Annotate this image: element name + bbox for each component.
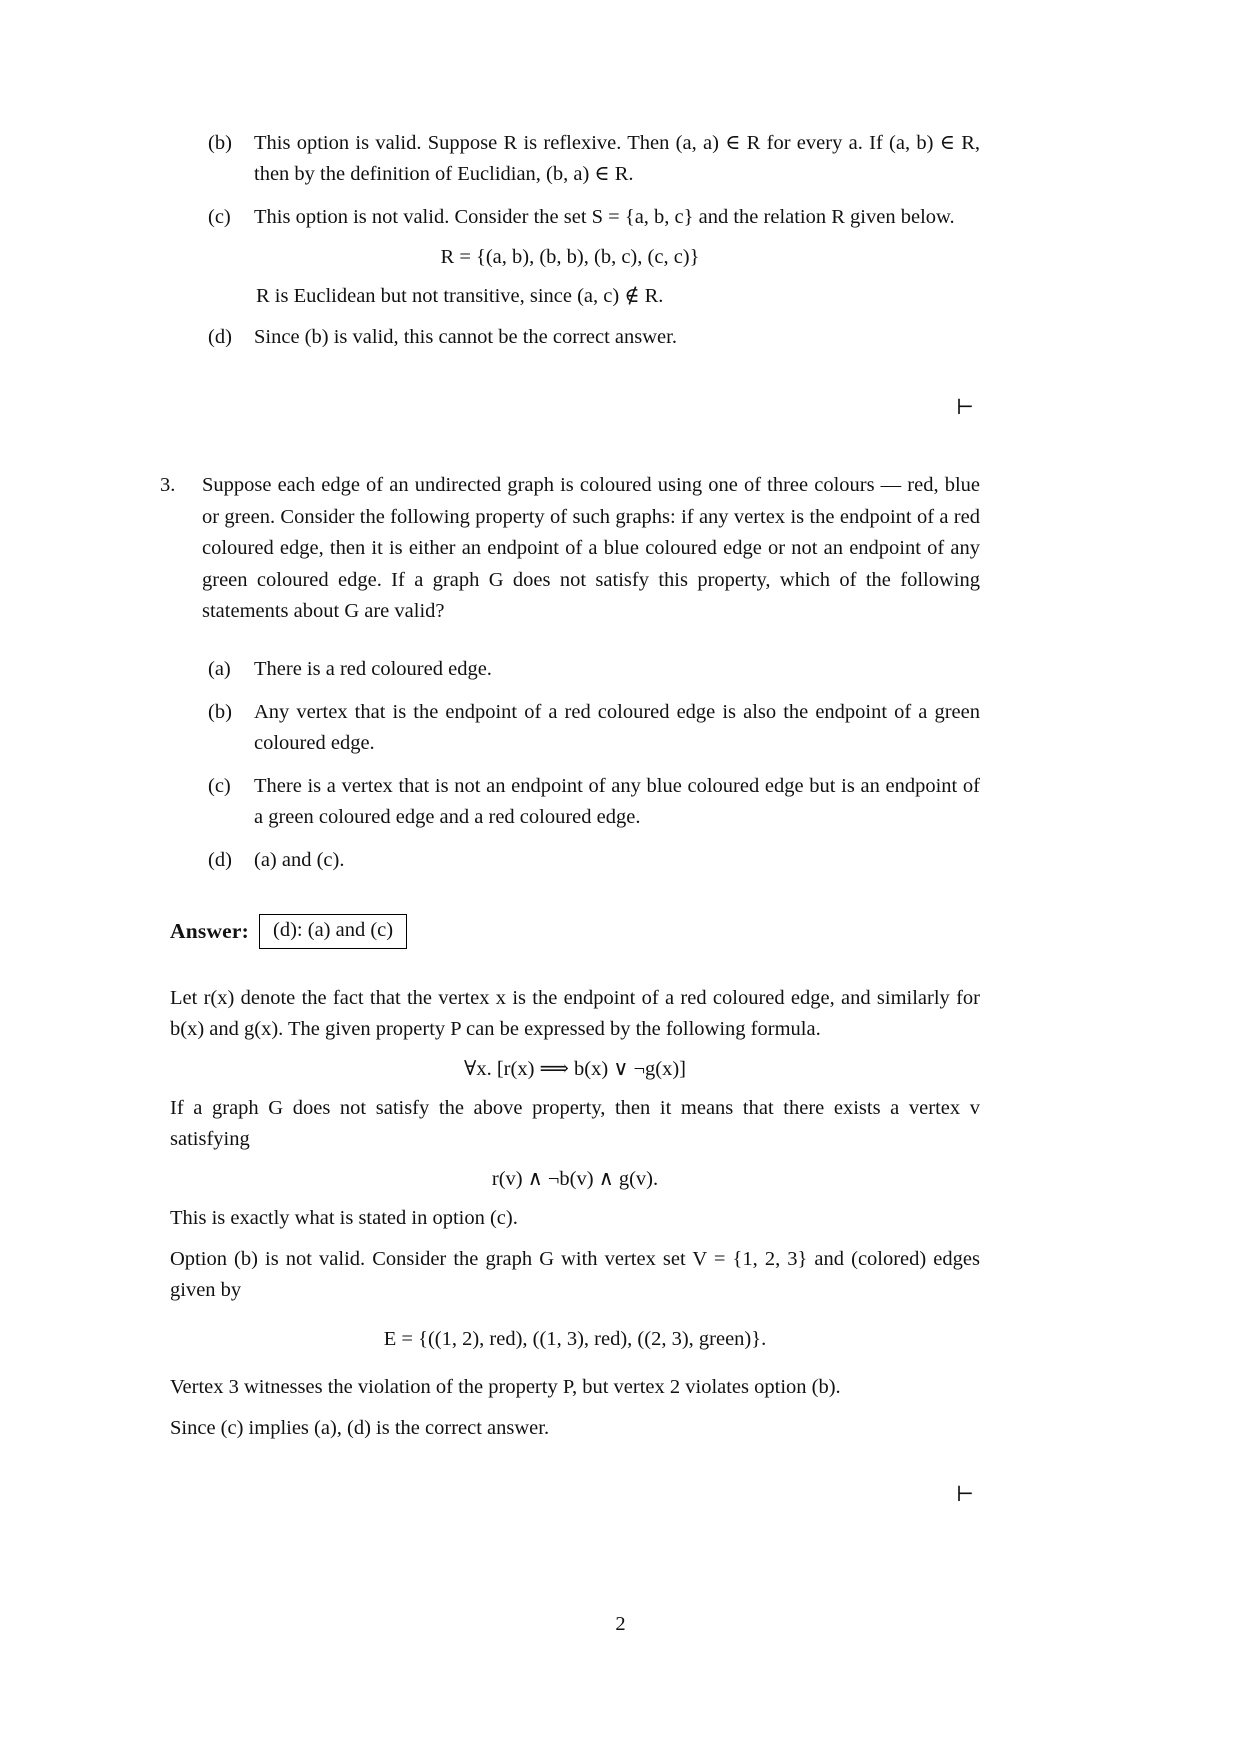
question-number: 3. — [160, 474, 176, 496]
explanation-paragraph-4: Option (b) is not valid. Consider the graph G with vertex set V = {1, 2, 3} and (colored) edges given by — [170, 1247, 980, 1301]
option-label: (c) — [208, 774, 231, 797]
display-math-formula-1: ∀x. [r(x) ⟹ b(x) ∨ ¬g(x)] — [463, 1057, 687, 1080]
list-item-label: (b) — [208, 132, 232, 154]
list-item-text: This option is valid. Suppose R is reflexive. Then (a, a) ∈ R for every a. If (a, b) ∈ R, then by the definition of Euclidian, (b, a) ∈ R. — [254, 132, 980, 185]
option-label: (b) — [208, 700, 232, 723]
answer-value-box[interactable]: (d): (a) and (c) — [259, 914, 407, 949]
question-3 — [160, 470, 980, 628]
option-text: There is a vertex that is not an endpoint of any blue coloured edge but is an endpoint of a green coloured edge and a red coloured edge. — [254, 774, 980, 828]
display-math-formula-2: r(v) ∧ ¬b(v) ∧ g(v). — [491, 1167, 659, 1190]
option-label: (a) — [208, 657, 231, 680]
explanation-paragraph-6: Since (c) implies (a), (d) is the correct answer. — [170, 1416, 550, 1439]
explanation-block — [170, 983, 980, 1444]
option-d[interactable] — [208, 845, 980, 876]
display-math-relation: R = {(a, b), (b, b), (b, c), (c, c)} — [440, 246, 700, 268]
option-text: There is a red coloured edge. — [254, 657, 492, 680]
list-item-text: Since (b) is valid, this cannot be the correct answer. — [254, 326, 677, 348]
qed-icon: ⊣ — [955, 395, 974, 419]
explanation-paragraph-1: Let r(x) denote the fact that the vertex x is the endpoint of a red coloured edge, and similarly for b(x) and g(x). The given property P can be expressed by the following formula. — [170, 986, 980, 1040]
answer-row — [170, 914, 980, 949]
option-text: Any vertex that is the endpoint of a red coloured edge is also the endpoint of a green coloured edge. — [254, 700, 980, 754]
explanation-paragraph-5: Vertex 3 witnesses the violation of the property P, but vertex 2 violates option (b). — [170, 1375, 841, 1398]
option-a[interactable] — [208, 654, 980, 685]
question-stem: Suppose each edge of an undirected graph is coloured using one of three colours — red, blue or green. Consider the following property of such graphs: if any vertex is the endpoint of a red coloured edge, then it is either an endpoint of a blue coloured edge or not an endpoint of any green coloured edge. If a graph G does not satisfy this property, which of the following statements about G are valid? — [202, 474, 980, 622]
list-item-label: (d) — [208, 326, 232, 348]
option-label: (d) — [208, 848, 232, 871]
euclidean-note-text: R is Euclidean but not transitive, since (a, c) ∉ R. — [256, 285, 664, 307]
answer-label: Answer: — [170, 918, 250, 943]
list-item — [208, 128, 980, 190]
explanation-paragraph-3: This is exactly what is stated in option (c). — [170, 1206, 518, 1229]
list-item-label: (c) — [208, 206, 231, 228]
list-item — [208, 202, 980, 233]
option-c[interactable] — [208, 771, 980, 833]
option-text: (a) and (c). — [254, 848, 345, 871]
qed-marker-row-2 — [160, 1481, 980, 1506]
explanation-paragraph-2: If a graph G does not satisfy the above property, then it means that there exists a vertex v satisfying — [170, 1096, 980, 1150]
qed-marker-row — [160, 397, 980, 418]
euclidean-note — [256, 281, 980, 312]
page-body — [160, 128, 980, 1505]
list-item — [208, 322, 980, 353]
qed-icon: ⊣ — [955, 1481, 974, 1506]
option-b[interactable] — [208, 697, 980, 759]
display-math-formula-3: E = {((1, 2), red), ((1, 3), red), ((2, 3), green)}. — [383, 1327, 767, 1350]
page-number: 2 — [615, 1613, 626, 1635]
list-item-text: This option is not valid. Consider the set S = {a, b, c} and the relation R given below. — [254, 206, 955, 228]
